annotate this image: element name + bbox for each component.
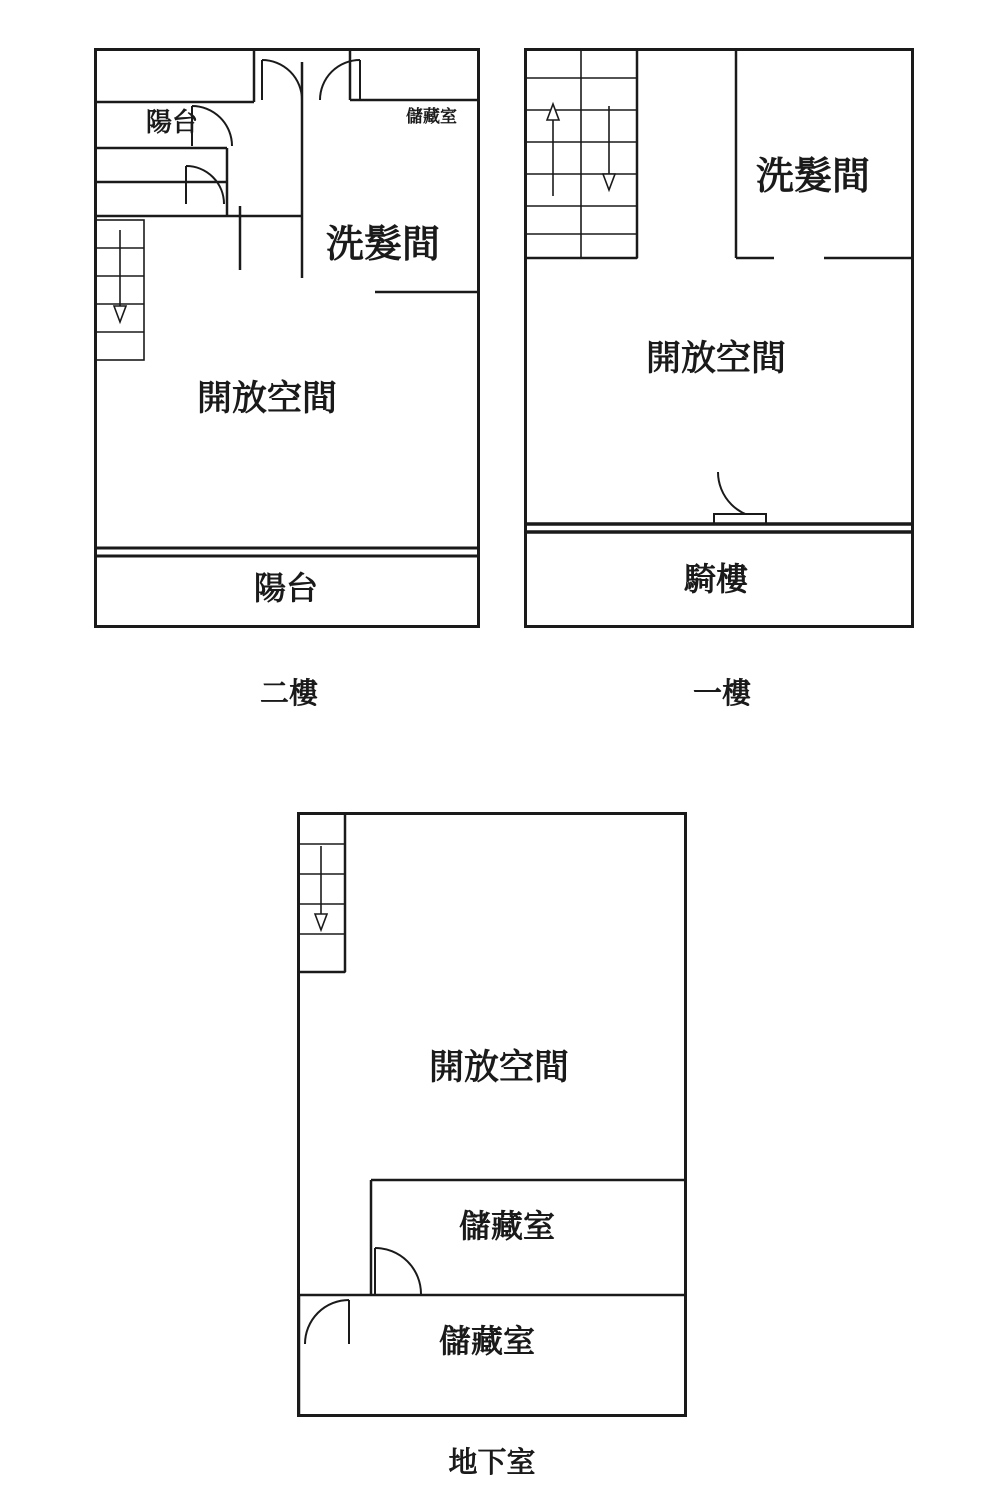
floor1-drawing	[524, 48, 914, 628]
room-label-balcony-top: 陽台	[146, 107, 199, 137]
room-label-storage-lower: 儲藏室	[439, 1323, 536, 1359]
room-label-arcade: 騎樓	[684, 561, 749, 597]
room-label-hairwash: 洗髮間	[326, 224, 441, 266]
room-label-storage-upper: 儲藏室	[459, 1208, 556, 1244]
floor-plan-basement	[297, 812, 687, 1417]
floor-plan-first-floor	[524, 48, 914, 628]
floor-caption-second: 二樓	[259, 678, 318, 710]
room-label-open-space-1f: 開放空間	[646, 339, 787, 378]
room-label-open-space: 開放空間	[197, 379, 338, 418]
room-label-open-space-basement: 開放空間	[429, 1048, 570, 1087]
room-label-hairwash-1f: 洗髮間	[756, 156, 871, 198]
floor-caption-first: 一樓	[692, 678, 751, 710]
room-label-storage: 儲藏室	[406, 107, 457, 126]
room-label-balcony-bottom: 陽台	[254, 570, 319, 606]
floor-caption-basement: 地下室	[448, 1447, 536, 1479]
floor-plan-second-floor	[94, 48, 480, 628]
